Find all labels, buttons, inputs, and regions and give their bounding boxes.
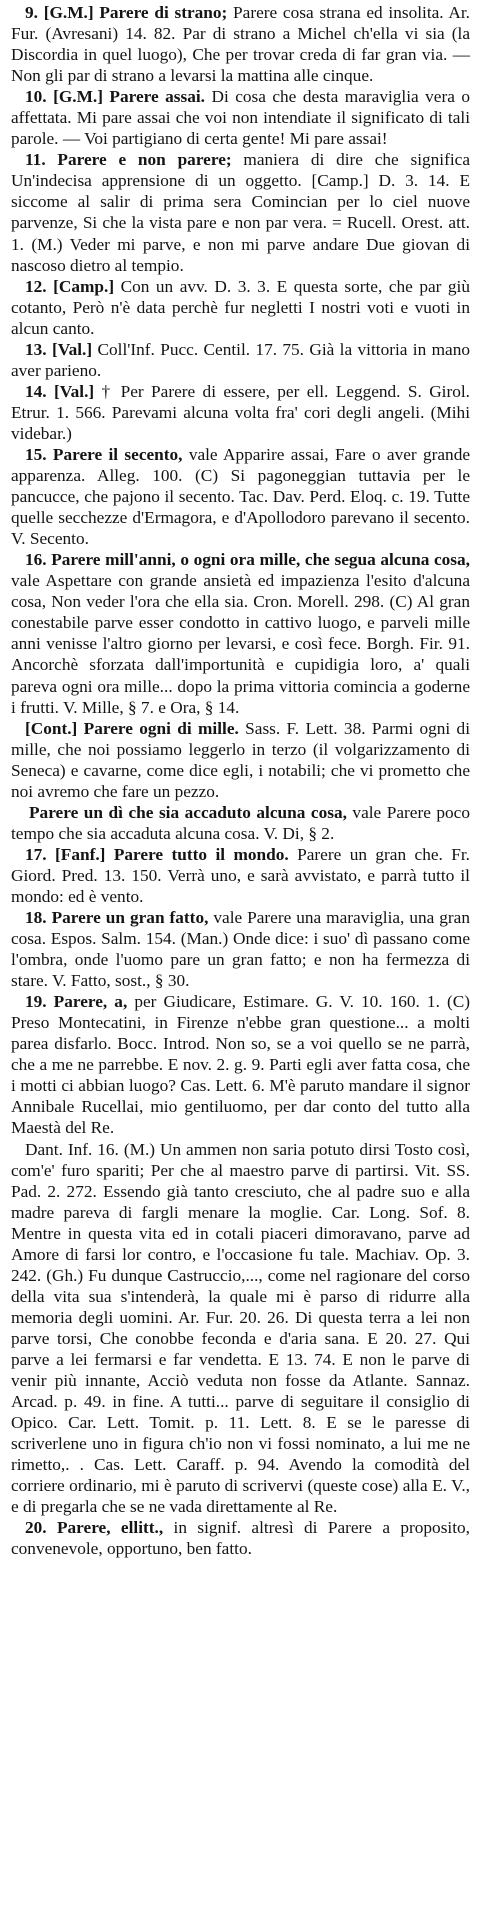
entry-text: Dant. Inf. 16. (M.) Un ammen non saria potuto dirsi Tosto così, com'e' furo spariti; Per che al maestro parve di partirsi. Vit. SS. Pad. 2. 272. Essendo già tanto cresciuto, che al padre suo e alla madre pareva di fargli menare la moglie. Car. Long. Sof. 8. Mentre in questa vita ed in cotali piaceri dimoravano, parve ad Amore di farsi lor contro, e l'occasione fu tale. Machiav. Op. 3. 242. (Gh.) Fu dunque Castruccio,..., come nel ragionare del corso della vita sua s'intenderà, la quale mi è parso di ridurre alla memoria degli uomini. Ar. Fur. 20. 26. Di questa terra a lei non parve torsi, Che conobbe feconda e d'aria sana. E 20. 27. Qui parve a lei fermarsi e far vendetta. E 13. 74. E non le parve di venir più innante, Acciò veduta non fosse da Atlante. Sannaz. Arcad. p. 49. in fine. A tutti... parve di seguitare il consiglio di Opico. Car. Lett. Tomit. p. 11. Lett. 8. E se le paresse di scriverlene uno in figura ch'io non vi fossi nominato, a lui me ne rimetto,. . Cas. Lett. Caraff. p. 94. Avendo la comodità del corriere ordinario, mi è paruto di scrivervi (queste cose) alla E. V., e di pregarla che se ne vada direttamente al Re. [11,1139,470,1517]
entry-text: in signif. altresì di Parere a proposito, convenevole, opportuno, ben fatto. [11,1518,470,1559]
entry-text: Sass. F. Lett. 38. Parmi ogni di mille, che noi possiamo leggerlo in terzo (il volgarizzamento di Seneca) e cavarne, come dice egli, i notabili; che vi prometto che noi avremo che fare un pezzo. [11,718,470,801]
entry-20 [11,1517,470,1559]
entry-15 [11,444,470,549]
entry-heading: 12. [Camp.] [25,276,115,296]
entry-text: Di cosa che desta maraviglia vera o affettata. Mi pare assai che voi non intendiate il significato di tali parole. — Voi partigiano di certa gente! Mi pare assai! [11,87,470,149]
entry-text: Parere un gran che. Fr. Giord. Pred. 13. 150. Verrà uno, e sarà avvistato, e parrà tutto il mondo: ed è vento. [11,844,470,906]
entry-text: † Per Parere di essere, per ell. Leggend. S. Girol. Etrur. 1. 566. Parevami alcuna volta fra' cori degli angeli. (Mihi videbar.) [11,381,470,443]
entry-heading: 11. Parere e non parere; [25,150,232,170]
entry-text: Coll'Inf. Pucc. Centil. 17. 75. Già la vittoria in mano aver parieno. [11,339,470,380]
entry-13 [11,339,470,381]
entry-19 [11,991,470,1138]
entry-heading: [Cont.] Parere ogni di mille. [25,718,239,738]
entry-text: Con un avv. D. 3. 3. E questa sorte, che par giù cotanto, Però n'è data perchè fur negletti I nostri voti e vuoti in alcun canto. [11,276,470,338]
entry-text: Parere cosa strana ed insolita. Ar. Fur. (Avresani) 14. 82. Par di strano a Michel ch'ella vi sia (la Discordia in quel luogo), Che per trovar creda di far gran via. — Non gli par di strano a levarsi la mattina alle cinque. [11,3,471,86]
entry-heading: 20. Parere, ellitt., [25,1518,164,1538]
entry-17 [11,844,470,907]
entry-19-citations [11,1139,470,1518]
entry-11 [11,149,470,275]
entry-16-cont [11,718,470,802]
entry-heading: 10. [G.M.] Parere assai. [25,87,205,107]
entry-text: vale Aspettare con grande ansietà ed impazienza l'esito d'alcuna cosa, Non veder l'ora che ella sia. Cron. Morell. 298. (C) Al gran conestabile parve esser condotto in cattivo luogo, e parveli mille anni venisse l'altro giorno per levarsi, e così fece. Borgh. Fir. 91. Ancorchè sforzata dall'importunità e cupidigia loro, a' quali pareva ogni ora mille... dopo la prima vittoria comincia a goderne i frutti. V. Mille, § 7. e Ora, § 14. [11,571,470,717]
entry-heading: Parere un dì che sia accaduto alcuna cosa, [29,802,347,822]
entry-9 [11,2,470,86]
entry-heading: 14. [Val.] [25,381,95,401]
entry-18 [11,907,470,991]
entry-text: vale Apparire assai, Fare o aver grande apparenza. Alleg. 100. (C) Si pagoneggian tuttavia per le pancucce, che pajono il secento. Tac. Dav. Perd. Eloq. c. 19. Tutte quelle secchezze d'Ermagora, e d'Apollodoro parevano il secento. V. Secento. [11,444,471,549]
entry-12 [11,276,470,339]
entry-heading: 9. [G.M.] Parere di strano; [25,3,228,22]
entry-text: per Giudicare, Estimare. G. V. 10. 160. 1. (C) Preso Montecatini, in Firenze n'ebbe gran questione... a molti parea disfarlo. Bocc. Introd. Non so, se a voi quello se ne parrà, che a me ne parrebbe. E nov. 2. g. 9. Parti egli aver fatta cosa, che i motti ci abbian luogo? Cas. Lett. 6. M'è paruto mandare il signor Annibale Rucellai, mio gentiluomo, per dar conto del tutto alla Maestà del Re. [11,992,470,1138]
entry-10 [11,86,470,149]
entry-heading: 19. Parere, a, [25,992,128,1012]
entry-text: vale Parere una maraviglia, una gran cosa. Espos. Salm. 154. (Man.) Onde dice: i suo' dì passano come l'ombra, onde l'uomo pare un gran fatto; e non ha fermezza di stare. V. Fatto, sost., § 30. [11,908,470,991]
entry-16 [11,549,470,717]
entry-heading: 16. Parere mill'anni, o ogni ora mille, che segua alcuna cosa, [25,550,470,570]
entry-heading: 13. [Val.] [25,339,93,359]
entry-heading: 17. [Fanf.] Parere tutto il mondo. [25,844,289,864]
entry-heading: 15. Parere il secento, [25,444,183,464]
entry-14 [11,381,470,444]
entry-parere-un-di [11,802,470,844]
entry-heading: 18. Parere un gran fatto, [25,908,209,928]
entry-text: vale Parere poco tempo che sia accaduta alcuna cosa. V. Di, § 2. [11,802,470,843]
entry-text: maniera di dire che significa Un'indecisa apprensione di un oggetto. [Camp.] D. 3. 14. E siccome al salir di prima sera Comincian per lo ciel nuove parvenze, Si che la vista pare e non par vera. = Rucell. Orest. att. 1. (M.) Veder mi parve, e non mi parve andare Due giovan di nascoso dietro al tempio. [11,150,471,275]
